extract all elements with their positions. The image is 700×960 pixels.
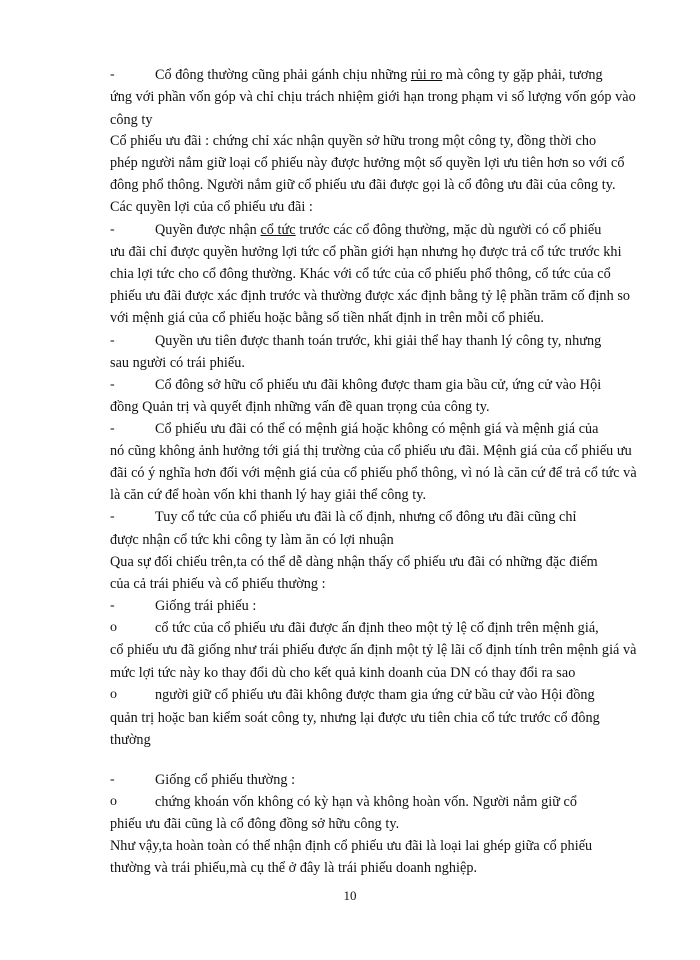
text-line bbox=[110, 838, 592, 854]
dash-marker: - bbox=[110, 377, 115, 392]
text-segment: cổ phiếu ưu đã giống như trái phiếu được ấn định một tỷ lệ lãi cố định tính trên mệnh giá và bbox=[110, 642, 637, 658]
text-line bbox=[110, 860, 477, 876]
text-line bbox=[155, 421, 599, 437]
text-segment: sau người có trái phiếu. bbox=[110, 355, 245, 371]
dash-marker: - bbox=[110, 598, 115, 613]
text-line bbox=[155, 620, 599, 636]
text-segment: đãi có ý nghĩa hơn đối với mệnh giá của cổ phiếu phổ thông, vì nó là căn cứ để trả cổ tức và bbox=[110, 465, 637, 481]
text-segment: thường bbox=[110, 732, 151, 748]
text-line bbox=[110, 576, 326, 592]
underlined-term: rủi ro bbox=[410, 67, 443, 83]
text-line bbox=[110, 355, 245, 371]
text-segment: Các quyền lợi của cổ phiếu ưu đãi : bbox=[110, 199, 313, 215]
text-line bbox=[155, 687, 595, 703]
text-segment: công ty bbox=[110, 112, 153, 128]
text-line bbox=[110, 465, 637, 481]
text-line bbox=[155, 67, 603, 83]
text-line bbox=[110, 532, 394, 548]
bullet-marker: o bbox=[110, 620, 117, 635]
text-line bbox=[110, 816, 399, 832]
text-line bbox=[110, 199, 313, 215]
text-line bbox=[110, 443, 632, 459]
text-line bbox=[155, 333, 601, 349]
text-segment: được nhận cổ tức khi công ty làm ăn có lợi nhuận bbox=[110, 532, 394, 548]
dash-marker: - bbox=[110, 421, 115, 436]
text-segment: Quyền được nhận bbox=[155, 222, 261, 238]
text-line bbox=[155, 377, 601, 393]
dash-marker: - bbox=[110, 333, 115, 348]
text-segment: là căn cứ để hoàn vốn khi thanh lý hay giải thể công ty. bbox=[110, 487, 427, 503]
text-segment: nó cũng không ảnh hưởng tới giá thị trường của cổ phiếu ưu đãi. Mệnh giá của cổ phiếu ưu bbox=[110, 443, 632, 459]
text-segment: ứng với phần vốn góp và chỉ chịu trách nhiệm giới hạn trong phạm vi số lượng vốn góp vào bbox=[110, 89, 636, 105]
text-line bbox=[110, 310, 544, 326]
dash-marker: - bbox=[110, 222, 115, 237]
text-segment: với mệnh giá của cổ phiếu hoặc bằng số tiền nhất định in trên mỗi cổ phiếu. bbox=[110, 310, 545, 326]
underlined-term: cổ tức bbox=[260, 222, 296, 238]
text-line bbox=[110, 642, 637, 658]
text-segment: Cổ phiếu ưu đãi : chứng chỉ xác nhận quyền sở hữu trong một công ty, đồng thời cho bbox=[110, 133, 597, 149]
text-line bbox=[110, 177, 616, 193]
text-line bbox=[110, 288, 630, 304]
text-segment: chứng khoán vốn không có kỳ hạn và không hoàn vốn. Người nắm giữ cổ bbox=[155, 794, 578, 810]
text-line bbox=[155, 772, 295, 788]
text-segment: Cổ đông thường cũng phải gánh chịu những bbox=[155, 67, 411, 83]
text-segment: ưu đãi chỉ được quyền hưởng lợi tức cổ phần giới hạn nhưng họ được trả cổ tức trước khi bbox=[110, 244, 622, 260]
bullet-marker: o bbox=[110, 794, 117, 809]
text-line bbox=[110, 487, 426, 503]
text-line bbox=[110, 399, 490, 415]
text-segment: của cả trái phiếu và cổ phiếu thường : bbox=[110, 576, 326, 592]
text-line bbox=[155, 509, 577, 525]
dash-marker: - bbox=[110, 772, 115, 787]
text-line bbox=[110, 244, 622, 260]
text-line bbox=[110, 266, 611, 282]
text-line bbox=[110, 665, 575, 681]
text-segment: Giống cổ phiếu thường : bbox=[155, 772, 296, 788]
text-line bbox=[155, 598, 256, 614]
text-segment: phép người nắm giữ loại cổ phiếu này được hưởng một số quyền lợi ưu tiên hơn so với cổ bbox=[110, 155, 625, 171]
text-line bbox=[110, 112, 153, 128]
text-segment: đông phổ thông. Người nắm giữ cổ phiếu ưu đãi được gọi là cổ đông ưu đãi của công ty. bbox=[110, 177, 616, 193]
text-segment: đồng Quản trị và quyết định những vấn đề quan trọng của công ty. bbox=[110, 399, 490, 415]
text-segment: quản trị hoặc ban kiểm soát công ty, nhưng lại được ưu tiên chia cổ tức trước cổ đông bbox=[110, 710, 600, 726]
text-line bbox=[110, 554, 598, 570]
text-segment: thường và trái phiếu,mà cụ thể ở đây là trái phiếu doanh nghiệp. bbox=[110, 860, 478, 876]
text-segment: Cổ đông sở hữu cổ phiếu ưu đãi không được tham gia bầu cử, ứng cử vào Hội bbox=[155, 377, 602, 393]
text-segment: người giữ cổ phiếu ưu đãi không được tham gia ứng cử bầu cử vào Hội đồng bbox=[155, 687, 595, 703]
text-segment: trước các cổ đông thường, mặc dù người có cổ phiếu bbox=[295, 222, 602, 238]
text-line bbox=[110, 710, 600, 726]
text-segment: Quyền ưu tiên được thanh toán trước, khi giải thể hay thanh lý công ty, nhưng bbox=[155, 333, 602, 349]
text-segment: Như vậy,ta hoàn toàn có thể nhận định cổ phiếu ưu đãi là loại lai ghép giữa cổ phiếu bbox=[110, 838, 593, 854]
text-line bbox=[110, 133, 596, 149]
text-segment: mức lợi tức này ko thay đổi dù cho kết quả kinh doanh của DN có thay đổi ra sao bbox=[110, 665, 576, 681]
dash-marker: - bbox=[110, 67, 115, 82]
text-segment: Tuy cổ tức của cổ phiếu ưu đãi là cố định, nhưng cổ đông ưu đãi cũng chỉ bbox=[155, 509, 577, 525]
text-segment: phiếu ưu đãi cũng là cổ đông đồng sở hữu công ty. bbox=[110, 816, 400, 832]
text-segment: Giống trái phiếu : bbox=[155, 598, 257, 614]
dash-marker: - bbox=[110, 509, 115, 524]
bullet-marker: o bbox=[110, 687, 117, 702]
text-segment: cổ tức của cổ phiếu ưu đãi được ấn định theo một tỷ lệ cố định trên mệnh giá, bbox=[155, 620, 599, 636]
text-segment: mà công ty gặp phải, tương bbox=[442, 67, 603, 83]
text-line bbox=[110, 155, 625, 171]
text-segment: phiếu ưu đãi được xác định trước và thường được xác định bằng tỷ lệ phần trăm cố định so bbox=[110, 288, 631, 304]
text-line bbox=[155, 222, 601, 238]
text-line bbox=[155, 794, 577, 810]
text-line bbox=[110, 732, 151, 748]
text-segment: Qua sự đối chiếu trên,ta có thể dễ dàng nhận thấy cổ phiếu ưu đãi có những đặc điểm bbox=[110, 554, 598, 570]
text-line bbox=[110, 89, 636, 105]
page-number: 10 bbox=[343, 888, 357, 903]
text-segment: Cổ phiếu ưu đãi có thể có mệnh giá hoặc không có mệnh giá và mệnh giá của bbox=[155, 421, 599, 437]
text-segment: chia lợi tức cho cổ đông thường. Khác với cổ tức của cổ phiếu phổ thông, cổ tức của cổ bbox=[110, 266, 611, 282]
